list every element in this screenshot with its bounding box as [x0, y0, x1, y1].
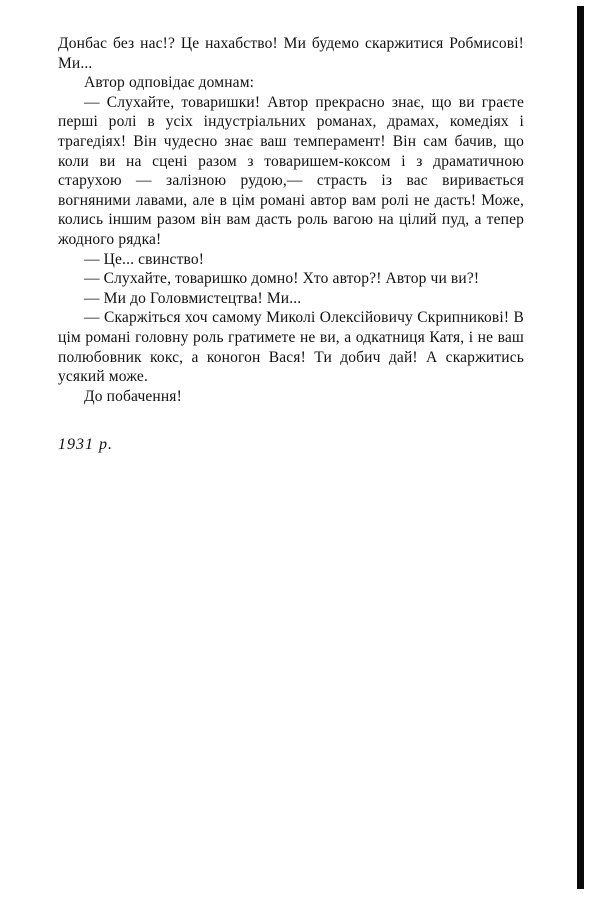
paragraph-complain-skrypnyk: — Скаржіться хоч самому Миколі Олексійовичу Скрипникові! В цім романі головну роль гратимете не ви, а одкатниця Катя, і не ваш полюбовник кокс, а коногон Вася! Ти добич дай! А скаржитись усякий може. — [58, 309, 524, 386]
paragraph-author-speech: — Слухайте, товаришки! Автор прекрасно знає, що ви граєте перші ролі в усіх індустріальних романах, драмах, комедіях і трагедіях! Він чудесно знає ваш темперамент! Він сам бачив, що коли ви на сцені разом з товаришем-коксом і з драматичною старухою — залізною рудою,— страсть із вас виривається вогняними лавами, але в цім романі автор вам ролі не дасть! Може, колись іншим разом він вам дасть роль вагою на цілий пуд, а тепер жодного рядка! — [58, 93, 524, 248]
paragraph-swinishness: — Це... свинство! — [84, 250, 205, 268]
date-line: 1931 р. — [58, 436, 113, 453]
page-edge-shadow — [577, 6, 584, 889]
paragraph-goodbye: До побачення! — [84, 387, 182, 405]
paragraph-golovmystetstvo: — Ми до Головмистецтва! Ми... — [84, 289, 302, 307]
page-body-text — [58, 34, 524, 406]
paragraph-complaint: Донбас без нас!? Це нахабство! Ми будемо скаржитися Робмисові! Ми... — [58, 35, 524, 72]
paragraph-author-replies: Автор одповідає домнам: — [84, 74, 255, 92]
paragraph-who-is-author: — Слухайте, товаришко домно! Хто автор?! Автор чи ви?! — [84, 270, 480, 288]
